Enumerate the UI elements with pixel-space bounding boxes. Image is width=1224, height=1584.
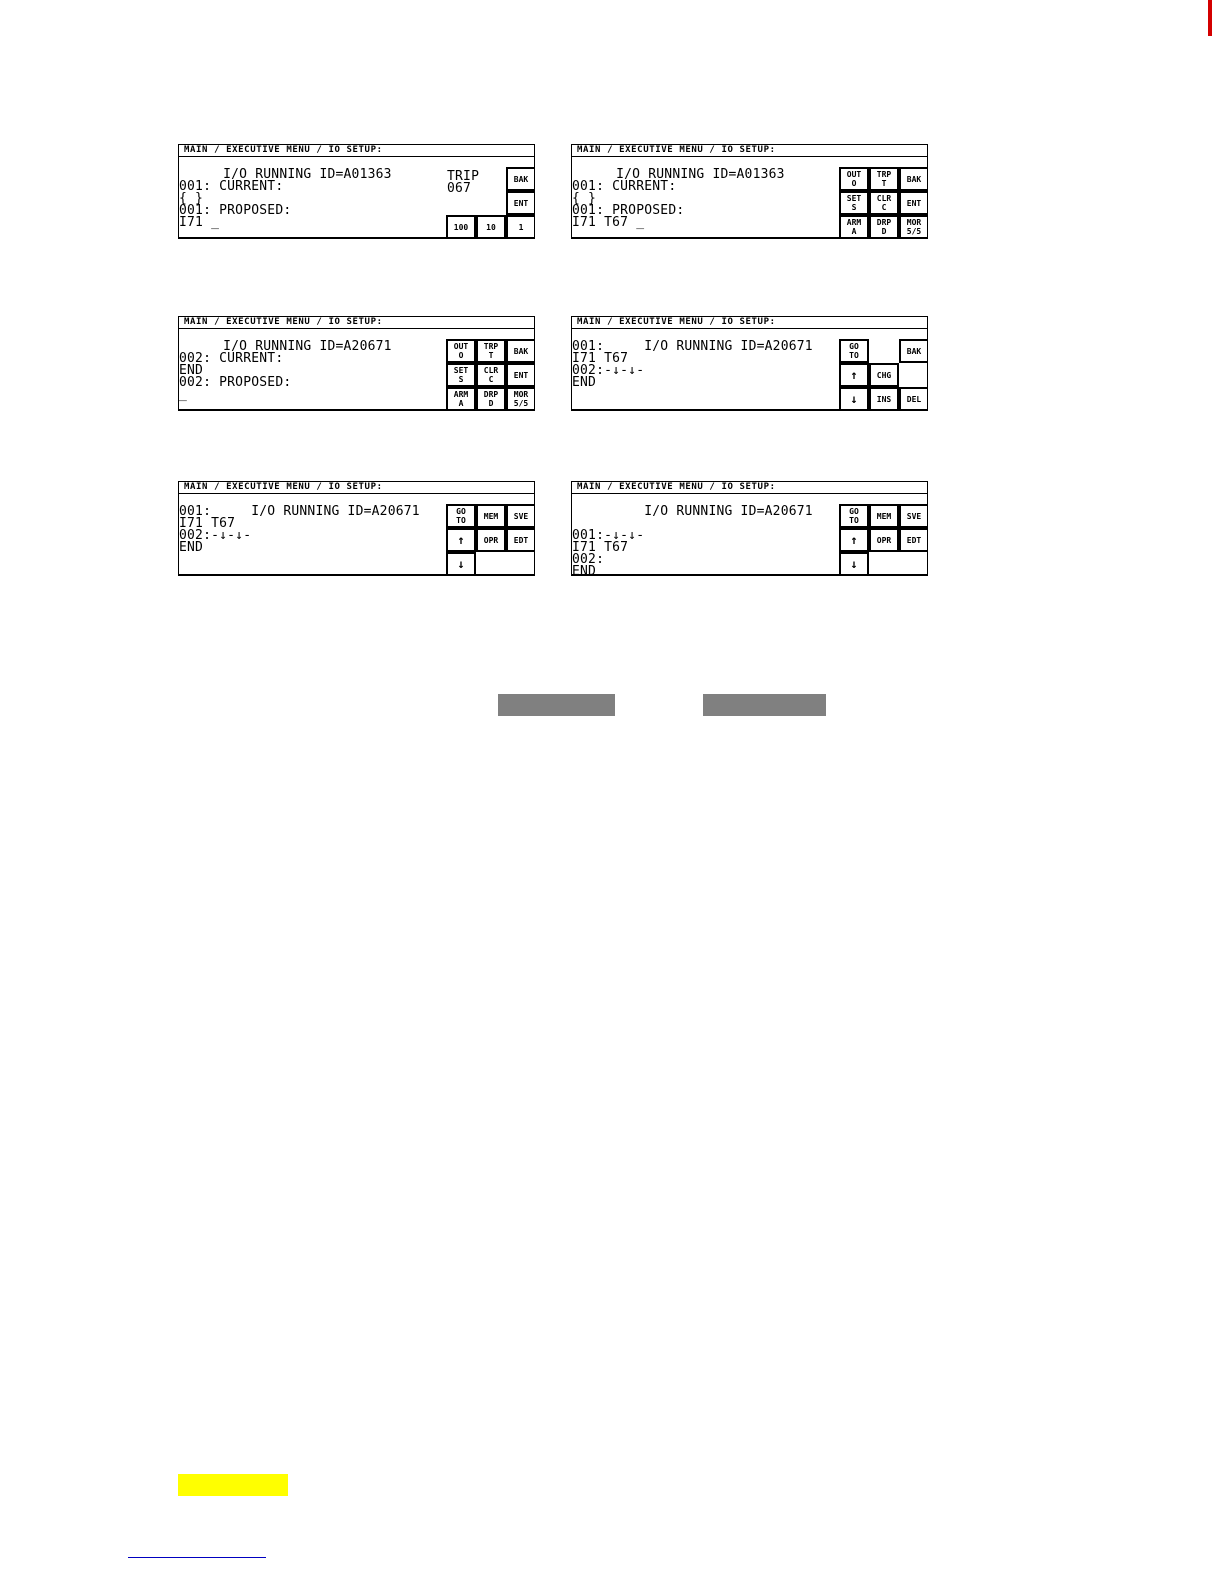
proposed-label: 001: PROPOSED:: [572, 203, 685, 218]
highlight-box: [178, 1474, 288, 1496]
goto-button[interactable]: GO TO: [446, 504, 476, 528]
lcd-screen-4: [571, 316, 928, 411]
lcd-screen-1: [178, 144, 535, 239]
status-line: 001: I/O RUNNING ID=A20671: [572, 339, 813, 354]
mem-button[interactable]: MEM: [476, 504, 506, 528]
clr-button[interactable]: CLR C: [476, 363, 506, 387]
current-label: 002: CURRENT:: [179, 351, 284, 366]
increment-1-button[interactable]: 1: [506, 215, 535, 239]
proposed-value: I71 _: [179, 215, 220, 230]
screen-breadcrumb: MAIN / EXECUTIVE MENU / IO SETUP:: [572, 317, 927, 329]
footer-link-underline: [128, 1557, 266, 1558]
status-line: I/O RUNNING ID=A20671: [572, 504, 813, 519]
proposed-value: _: [179, 387, 188, 402]
program-line-1: 001:-↓-↓-: [572, 528, 645, 543]
page-edge-marker: [1208, 0, 1212, 36]
proposed-label: 001: PROPOSED:: [179, 203, 292, 218]
lcd-screen-3: [178, 316, 535, 411]
ent-button[interactable]: ENT: [506, 363, 535, 387]
screen-breadcrumb: MAIN / EXECUTIVE MENU / IO SETUP:: [179, 317, 534, 329]
up-arrow-icon[interactable]: ↑: [839, 363, 869, 387]
sve-button[interactable]: SVE: [899, 504, 928, 528]
lcd-screen-5: [178, 481, 535, 576]
ins-button[interactable]: INS: [869, 387, 899, 411]
proposed-label: 002: PROPOSED:: [179, 375, 292, 390]
screen-breadcrumb: MAIN / EXECUTIVE MENU / IO SETUP:: [179, 482, 534, 494]
bak-button[interactable]: BAK: [506, 167, 535, 191]
sve-button[interactable]: SVE: [506, 504, 535, 528]
status-line: I/O RUNNING ID=A20671: [183, 339, 392, 354]
down-arrow-icon[interactable]: ↓: [839, 552, 869, 576]
arm-button[interactable]: ARM A: [839, 215, 869, 239]
trip-label: TRIP: [447, 169, 480, 184]
status-line: I/O RUNNING ID=A01363: [576, 167, 785, 182]
status-line: 001: I/O RUNNING ID=A20671: [179, 504, 420, 519]
bak-button[interactable]: BAK: [899, 339, 928, 363]
ent-button[interactable]: ENT: [506, 191, 535, 215]
goto-button[interactable]: GO TO: [839, 339, 869, 363]
lcd-screen-6: [571, 481, 928, 576]
up-arrow-icon[interactable]: ↑: [446, 528, 476, 552]
current-value: END: [179, 363, 204, 378]
clr-button[interactable]: CLR C: [869, 191, 899, 215]
increment-100-button[interactable]: 100: [446, 215, 476, 239]
edt-button[interactable]: EDT: [899, 528, 928, 552]
opr-button[interactable]: OPR: [476, 528, 506, 552]
program-end: END: [179, 540, 204, 555]
arm-button[interactable]: ARM A: [446, 387, 476, 411]
set-button[interactable]: SET S: [839, 191, 869, 215]
opr-button[interactable]: OPR: [869, 528, 899, 552]
trip-value: 067: [447, 181, 472, 196]
screen-breadcrumb: MAIN / EXECUTIVE MENU / IO SETUP:: [572, 145, 927, 157]
del-button[interactable]: DEL: [899, 387, 928, 411]
lcd-screen-2: [571, 144, 928, 239]
out-button[interactable]: OUT O: [839, 167, 869, 191]
chg-button[interactable]: CHG: [869, 363, 899, 387]
down-arrow-icon[interactable]: ↓: [446, 552, 476, 576]
current-value: { }: [572, 191, 597, 206]
increment-10-button[interactable]: 10: [476, 215, 506, 239]
trp-button[interactable]: TRP T: [869, 167, 899, 191]
program-end: END: [572, 375, 597, 390]
redaction-box-right: [703, 694, 826, 716]
up-arrow-icon[interactable]: ↑: [839, 528, 869, 552]
program-line-2: I71 T67: [572, 540, 629, 555]
trp-button[interactable]: TRP T: [476, 339, 506, 363]
status-line: I/O RUNNING ID=A01363: [183, 167, 392, 182]
bak-button[interactable]: BAK: [899, 167, 928, 191]
current-label: 001: CURRENT:: [572, 179, 677, 194]
current-label: 001: CURRENT:: [179, 179, 284, 194]
program-line-1: I71 T67: [179, 516, 236, 531]
proposed-value: I71 T67 _: [572, 215, 645, 230]
drp-button[interactable]: DRP D: [869, 215, 899, 239]
program-line-2: 002:-↓-↓-: [179, 528, 252, 543]
more-button[interactable]: MOR 5/5: [899, 215, 928, 239]
goto-button[interactable]: GO TO: [839, 504, 869, 528]
redaction-box-left: [498, 694, 615, 716]
edt-button[interactable]: EDT: [506, 528, 535, 552]
screen-breadcrumb: MAIN / EXECUTIVE MENU / IO SETUP:: [179, 145, 534, 157]
program-line-2: 002:-↓-↓-: [572, 363, 645, 378]
program-end: END: [572, 564, 597, 576]
out-button[interactable]: OUT O: [446, 339, 476, 363]
program-line-1: I71 T67: [572, 351, 629, 366]
bak-button[interactable]: BAK: [506, 339, 535, 363]
ent-button[interactable]: ENT: [899, 191, 928, 215]
screen-breadcrumb: MAIN / EXECUTIVE MENU / IO SETUP:: [572, 482, 927, 494]
program-line-3: 002:: [572, 552, 605, 567]
mem-button[interactable]: MEM: [869, 504, 899, 528]
more-button[interactable]: MOR 5/5: [506, 387, 535, 411]
set-button[interactable]: SET S: [446, 363, 476, 387]
drp-button[interactable]: DRP D: [476, 387, 506, 411]
down-arrow-icon[interactable]: ↓: [839, 387, 869, 411]
current-value: { }: [179, 191, 204, 206]
